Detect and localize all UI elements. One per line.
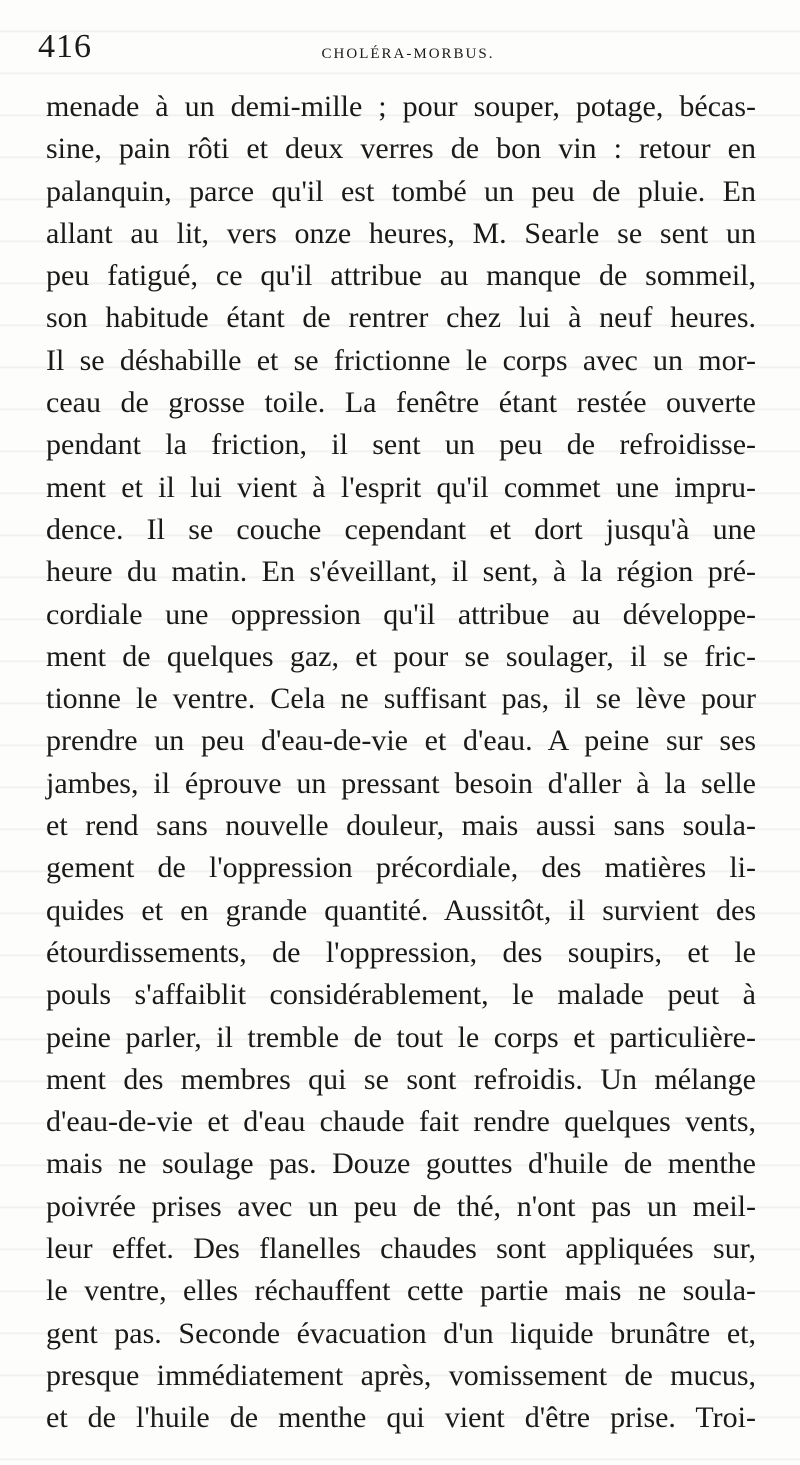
- text-line: peu fatigué, ce qu'il attribue au manque de sommeil,: [46, 259, 756, 293]
- text-line: quides et en grande quantité. Aussitôt, il survient des: [46, 893, 756, 927]
- text-line: ceau de grosse toile. La fenêtre étant restée ouverte: [46, 386, 756, 420]
- text-line: heure du matin. En s'éveillant, il sent, à la région pré-: [46, 555, 756, 589]
- text-line: sine, pain rôti et deux verres de bon vin : retour en: [46, 132, 756, 166]
- text-line: tionne le ventre. Cela ne suffisant pas, il se lève pour: [46, 682, 756, 716]
- text-line: palanquin, parce qu'il est tombé un peu de pluie. En: [46, 174, 756, 208]
- text-line: presque immédiatement après, vomissement de mucus,: [46, 1358, 756, 1392]
- text-line: ment et il lui vient à l'esprit qu'il commet une impru-: [46, 470, 756, 504]
- text-line: gement de l'oppression précordiale, des matières li-: [46, 851, 756, 885]
- text-line: prendre un peu d'eau-de-vie et d'eau. A peine sur ses: [46, 724, 756, 758]
- text-line: ment des membres qui se sont refroidis. Un mélange: [46, 1062, 756, 1096]
- text-line: jambes, il éprouve un pressant besoin d'aller à la selle: [46, 766, 756, 800]
- page-number: 416: [38, 28, 92, 65]
- text-line: pendant la friction, il sent un peu de refroidisse-: [46, 428, 756, 462]
- text-line: Il se déshabille et se frictionne le corps avec un mor-: [46, 343, 756, 377]
- page-header: [38, 28, 778, 72]
- text-line: allant au lit, vers onze heures, M. Searle se sent un: [46, 216, 756, 250]
- text-line: leur effet. Des flanelles chaudes sont appliquées sur,: [46, 1232, 756, 1266]
- text-line: et rend sans nouvelle douleur, mais aussi sans soula-: [46, 809, 756, 843]
- body-text: [46, 86, 756, 1440]
- text-line: peine parler, il tremble de tout le corps et particulière-: [46, 1020, 756, 1054]
- text-line: pouls s'affaiblit considérablement, le malade peut à: [46, 978, 756, 1012]
- text-line: le ventre, elles réchauffent cette partie mais ne soula-: [46, 1274, 756, 1308]
- text-line: poivrée prises avec un peu de thé, n'ont pas un meil-: [46, 1189, 756, 1223]
- text-line: étourdissements, de l'oppression, des soupirs, et le: [46, 935, 756, 969]
- text-line: ment de quelques gaz, et pour se soulager, il se fric-: [46, 639, 756, 673]
- running-head: CHOLÉRA-MORBUS.: [321, 46, 495, 62]
- text-line: son habitude étant de rentrer chez lui à neuf heures.: [46, 301, 756, 335]
- text-line: cordiale une oppression qu'il attribue au développe-: [46, 597, 756, 631]
- text-line: mais ne soulage pas. Douze gouttes d'huile de menthe: [46, 1147, 756, 1181]
- text-line: gent pas. Seconde évacuation d'un liquide brunâtre et,: [46, 1316, 756, 1350]
- text-line: d'eau-de-vie et d'eau chaude fait rendre quelques vents,: [46, 1105, 756, 1139]
- text-line: et de l'huile de menthe qui vient d'être prise. Troi-: [46, 1401, 756, 1435]
- text-line: menade à un demi-mille ; pour souper, potage, bécas-: [46, 90, 756, 123]
- text-line: dence. Il se couche cependant et dort jusqu'à une: [46, 512, 756, 546]
